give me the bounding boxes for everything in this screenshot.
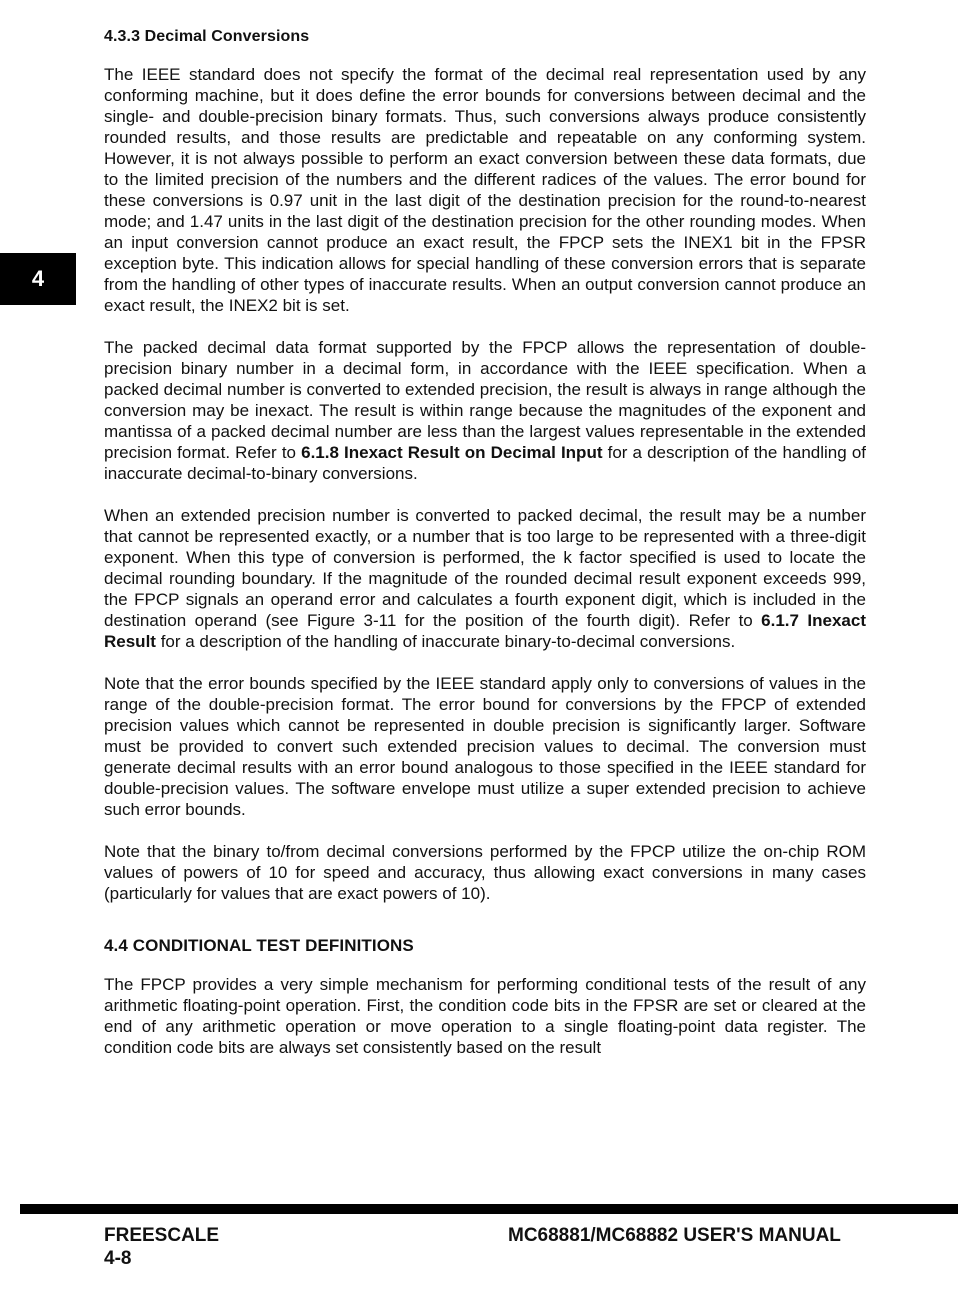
paragraph-rom-powers: Note that the binary to/from decimal conversions performed by the FPCP utilize the on-chip ROM values of powers of 10 for speed and accuracy, thus allowing exact conversions in many cases (particularly for values that are exact powers of 10). <box>104 842 866 903</box>
paragraph-conditional-tests: The FPCP provides a very simple mechanism for performing conditional tests of the result of any arithmetic floating-point operation. First, the condition code bits in the FPSR are set or cleared at the end of any arithmetic operation or move operation to a single floating-point data register. The condition code bits are always set consistently based on the result <box>104 975 866 1057</box>
footer-left <box>104 1224 219 1270</box>
paragraph-packed-decimal <box>104 337 866 484</box>
paragraph-text: When an extended precision number is converted to packed decimal, the result may be a number that cannot be represented exactly, or a number that is too large to be represented with a three-digit exponent. When this type of conversion is performed, the k factor specified is used to locate the decimal rounding boundary. If the magnitude of the rounded decimal result exponent exceeds 999, the FPCP signals an operand error and calculates a fourth exponent digit, which is included in the destination operand (see Figure 3-11 for the position of the fourth digit). Refer to <box>104 506 866 630</box>
paragraph-text: The packed decimal data format supported by the FPCP allows the representation of double-precision binary number in a decimal form, in accordance with the IEEE specification. When a packed decimal number is converted to extended precision, the result is always in range although the conversion may be inexact. The result is within range because the magnitudes of the exponent and mantissa of a packed decimal number are less than the largest values representable in the extended precision format. Refer to <box>104 338 866 462</box>
footer-manual-title: MC68881/MC68882 USER'S MANUAL <box>508 1225 841 1246</box>
footer-publisher: FREESCALE <box>104 1225 220 1246</box>
section-heading-4-3-3: 4.3.3 Decimal Conversions <box>104 28 310 45</box>
footer-page-number: 4-8 <box>104 1248 132 1269</box>
paragraph-text: for a description of the handling of inaccurate decimal-to-binary conversions. <box>104 443 867 483</box>
cross-reference-6-1-8: 6.1.8 Inexact Result on Decimal Input <box>301 443 603 462</box>
footer-rule <box>20 1204 958 1214</box>
chapter-tab: 4 <box>0 253 76 305</box>
paragraph-decimal-conversions-1: The IEEE standard does not specify the format of the decimal real representation used by any conforming machine, but it does define the error bounds for conversions between decimal and the single- and double-precision binary formats. Thus, such conversions always produce consistently rounded results, and those results are predictable and repeatable on any conforming system. However, it is not always possible to perform an exact conversion between these data formats, due to the limited precision of the numbers and the different radices of the values. The error bound for these conversions is 0.97 unit in the last digit of the destination precision for the round-to-nearest mode; and 1.47 units in the last digit of the destination precision for the other rounding modes. When an input conversion cannot produce an exact result, the FPCP sets the INEX1 bit in the FPSR exception byte. This indication allows for special handling of these conversion errors that is separate from the handling of other types of inaccurate results. When an output conversion cannot produce an exact result, the INEX2 bit is set. <box>104 65 866 315</box>
section-heading-4-4: 4.4 CONDITIONAL TEST DEFINITIONS <box>104 936 414 955</box>
paragraph-error-bounds: Note that the error bounds specified by the IEEE standard apply only to conversions of values in the range of the double-precision format. The error bound for conversions by the FPCP of extended precision values which cannot be represented in double precision is significantly larger. Software must be provided to convert such extended precision values to decimal. The conversion must generate decimal results with an error bound analogous to those specified in the IEEE standard for double-precision values. The software envelope must utilize a super extended precision to achieve such error bounds. <box>104 674 866 819</box>
cross-reference-6-1-7: 6.1.7 Inexact Result <box>104 611 866 651</box>
page-content <box>104 28 866 1079</box>
paragraph-text: for a description of the handling of inaccurate binary-to-decimal conversions. <box>155 632 736 651</box>
paragraph-extended-to-packed <box>104 505 866 652</box>
